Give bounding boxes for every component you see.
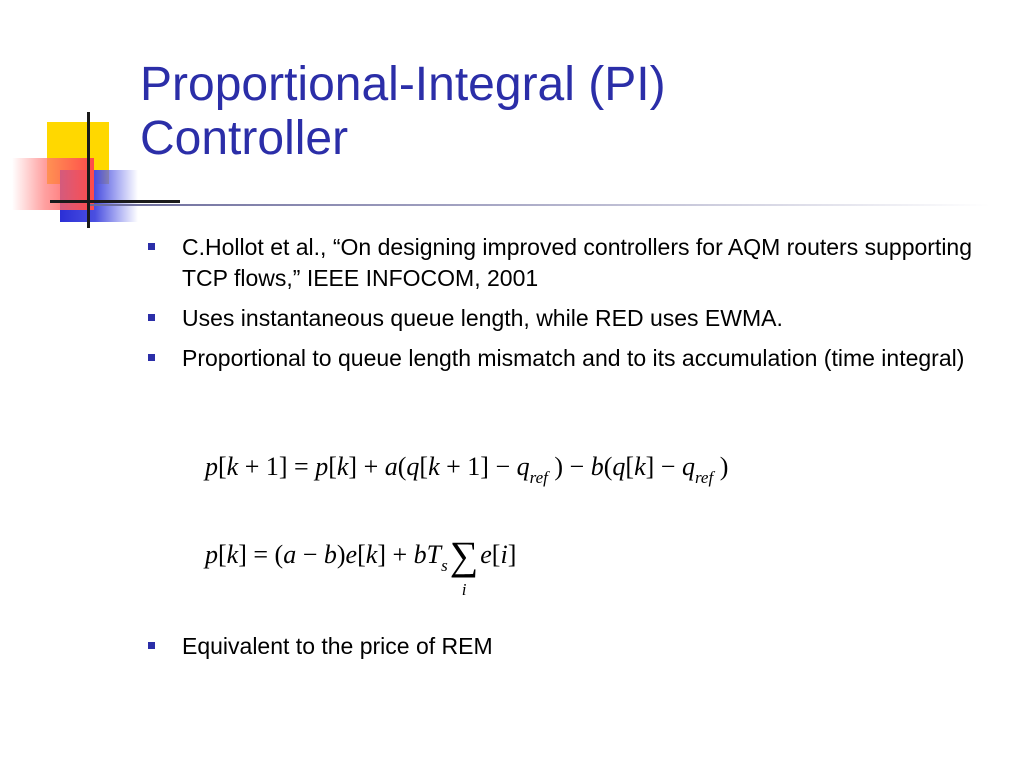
bullet-item [148, 303, 978, 334]
bullet-item [148, 232, 978, 294]
bullet-square-icon [148, 354, 155, 361]
title-line-1: Proportional-Integral (PI) [140, 58, 666, 111]
equation-pi-sum: $p[k] = (a - b)e[k] + bT_s\sum$ i e[i] [205, 533, 517, 599]
bullet-square-icon [148, 314, 155, 321]
slide-title [140, 58, 1000, 166]
ts-subscript: s [441, 556, 448, 575]
q-ref-subscript: ref [694, 468, 714, 487]
title-underline [90, 204, 990, 206]
bullet-square-icon [148, 243, 155, 250]
bullet-list-bottom [148, 631, 978, 662]
bullet-square-icon [148, 642, 155, 649]
vertical-line [87, 112, 90, 228]
bullet-item [148, 343, 978, 374]
q-ref-subscript: ref [529, 468, 548, 487]
sum-index: i [461, 580, 467, 599]
title-line-2: Controller [140, 112, 349, 165]
bullet-text: C.Hollot et al., “On designing improved controllers for AQM routers supporting TCP flows,” IEEE INFOCOM, 2001 [182, 234, 973, 291]
bullet-text: Equivalent to the price of REM [182, 633, 493, 659]
horizontal-line [50, 200, 180, 203]
bullet-item [148, 631, 978, 662]
bullet-list [148, 232, 978, 383]
bullet-text: Proportional to queue length mismatch and to its accumulation (time integral) [182, 345, 965, 371]
bullet-text: Uses instantaneous queue length, while RED uses EWMA. [182, 305, 783, 331]
summation-icon: ∑ i [449, 533, 479, 599]
equation-pi-difference: $p[k + 1] = p[k] + a(q[k + 1] - q_{ref}$ ) − $b(q[k] - q_{ref}$ ) [205, 452, 729, 487]
